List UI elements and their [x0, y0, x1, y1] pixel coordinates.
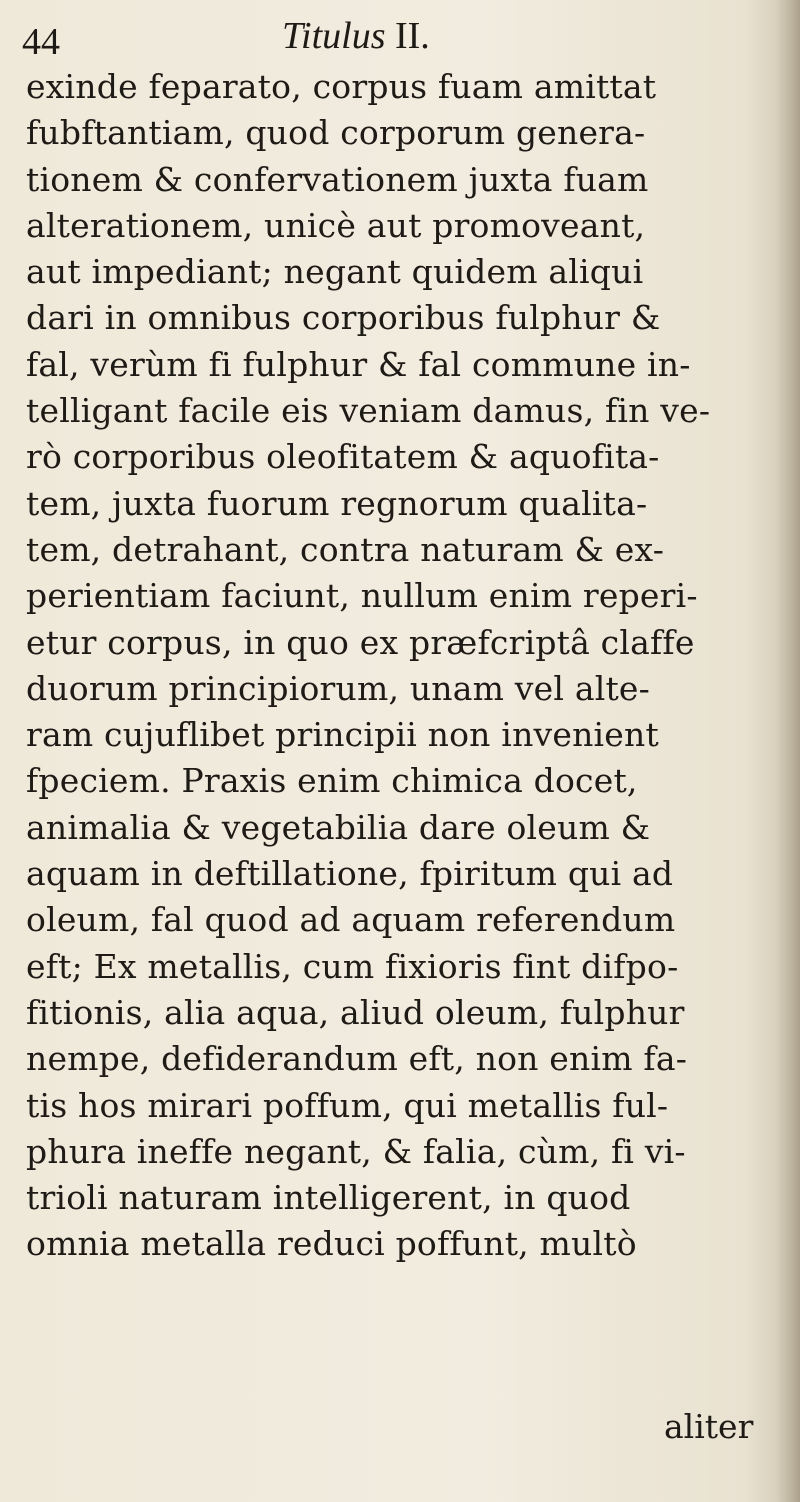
- text-line: omnia metalla reduci poffunt, multò: [26, 1224, 637, 1264]
- catchword: aliter: [664, 1407, 754, 1446]
- text-line: etur corpus, in quo ex præfcriptâ claffe: [26, 622, 695, 662]
- page-edge-shadow: [776, 0, 800, 1502]
- running-head: [0, 8, 800, 68]
- text-line: perientiam faciunt, nullum enim reperi-: [26, 576, 698, 616]
- text-line: trioli naturam intelligerent, in quod: [26, 1178, 631, 1218]
- running-title-numeral: II.: [395, 15, 430, 57]
- running-title: [282, 12, 430, 60]
- text-line: tem, juxta fuorum regnorum qualita-: [26, 483, 648, 523]
- text-line: rò corporibus oleofitatem & aquofita-: [26, 437, 660, 477]
- running-title-italic: Titulus: [282, 15, 386, 57]
- text-line: aquam in deftillatione, fpiritum qui ad: [26, 854, 674, 894]
- text-line: fubftantiam, quod corporum genera-: [26, 113, 646, 153]
- text-line: fpeciem. Praxis enim chimica docet,: [26, 761, 638, 801]
- text-line: aut impediant; negant quidem aliqui: [26, 252, 644, 292]
- text-line: fal, verùm fi fulphur & fal commune in-: [26, 344, 691, 384]
- page-number: 44: [22, 21, 60, 63]
- text-line: tionem & confervationem juxta fuam: [26, 159, 649, 199]
- text-line: eft; Ex metallis, cum fixioris fint difpo-: [26, 946, 679, 986]
- text-line: tis hos mirari poffum, qui metallis ful-: [26, 1085, 669, 1125]
- text-line: dari in omnibus corporibus fulphur &: [26, 298, 661, 338]
- text-line: duorum principiorum, unam vel alte-: [26, 668, 650, 708]
- text-line: alterationem, unicè aut promoveant,: [26, 205, 646, 245]
- text-line: ram cujuflibet principii non invenient: [26, 715, 659, 755]
- text-line: tem, detrahant, contra naturam & ex-: [26, 529, 665, 569]
- text-line: oleum, fal quod ad aquam referendum: [26, 900, 676, 940]
- body-text: [26, 64, 778, 1268]
- text-line: animalia & vegetabilia dare oleum &: [26, 807, 651, 847]
- text-line: exinde feparato, corpus fuam amittat: [26, 67, 657, 106]
- text-line: phura ineffe negant, & falia, cùm, fi vi-: [26, 1131, 686, 1171]
- text-line: nempe, defiderandum eft, non enim fa-: [26, 1039, 688, 1079]
- text-line: telligant facile eis veniam damus, fin ve-: [26, 391, 711, 431]
- text-line: fitionis, alia aqua, aliud oleum, fulphur: [26, 992, 685, 1032]
